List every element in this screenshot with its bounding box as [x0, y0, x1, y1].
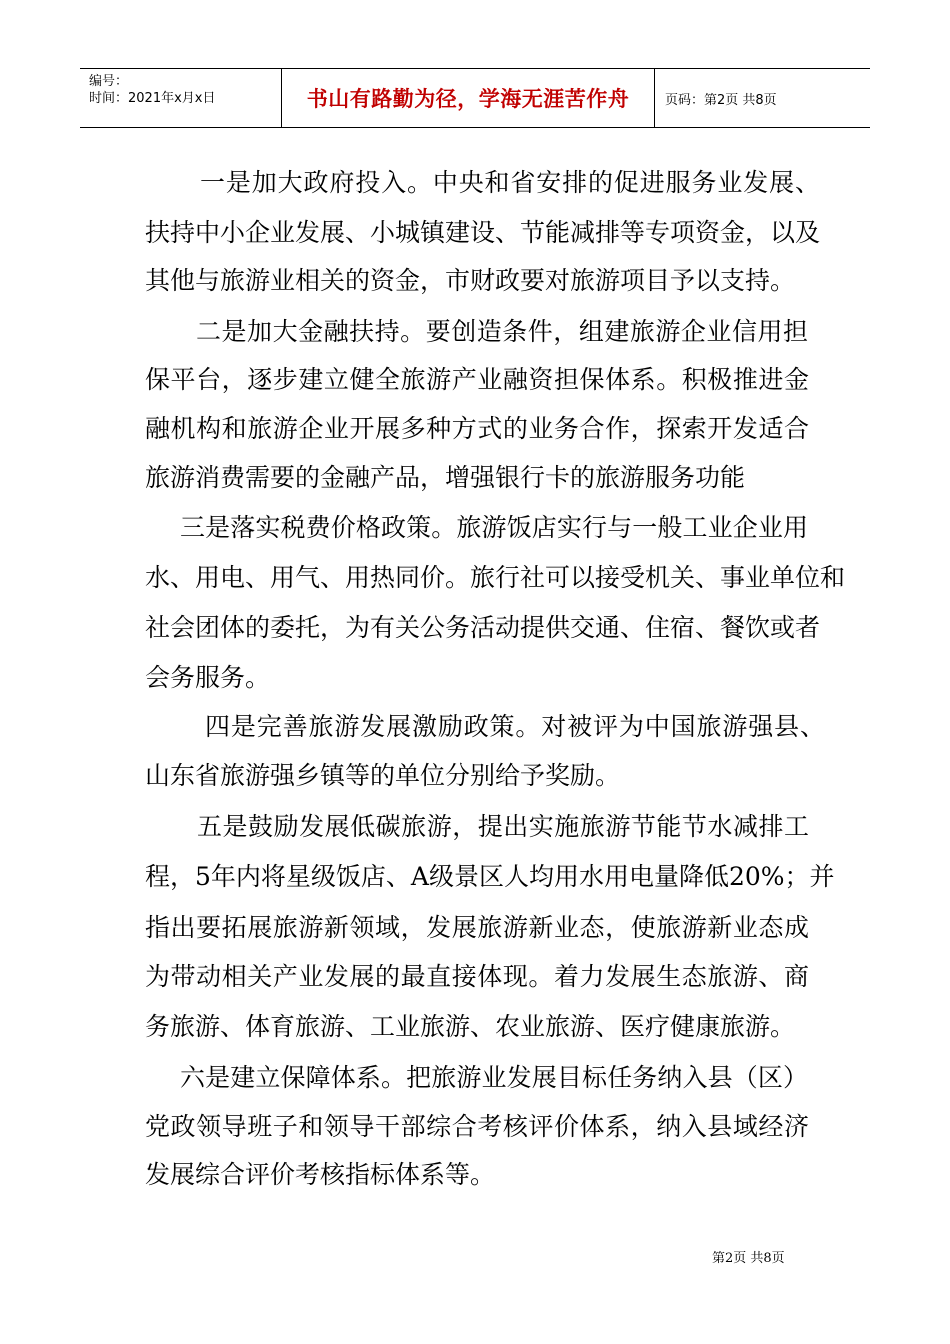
body-line: 指出要拓展旅游新领域，发展旅游新业态，使旅游新业态成	[145, 913, 809, 942]
body-line: 山东省旅游强乡镇等的单位分别给予奖励。	[145, 761, 621, 790]
body-line: 社会团体的委托，为有关公务活动提供交通、住宿、餐饮或者	[145, 613, 821, 642]
body-line: 二是加大金融扶持。要创造条件，组建旅游企业信用担	[196, 317, 808, 346]
document-header	[80, 68, 870, 128]
date-label: 时间：2021年x月x日	[89, 91, 216, 106]
page-number-label: 页码：第2页 共8页	[665, 92, 777, 108]
page-footer: 第2页 共8页	[712, 1251, 785, 1266]
body-line: 四是完善旅游发展激励政策。对被评为中国旅游强县、	[205, 712, 825, 741]
body-line: 保平台，逐步建立健全旅游产业融资担保体系。积极推进金	[145, 365, 809, 394]
header-page-cell	[655, 69, 870, 127]
body-line: 务旅游、体育旅游、工业旅游、农业旅游、医疗健康旅游。	[145, 1012, 796, 1041]
body-line: 五是鼓励发展低碳旅游，提出实施旅游节能节水减排工	[197, 812, 809, 841]
body-line: 党政领导班子和领导干部综合考核评价体系，纳入县域经济	[145, 1112, 809, 1141]
body-line: 发展综合评价考核指标体系等。	[145, 1160, 496, 1189]
body-line: 程，5年内将星级饭店、A级景区人均用水用电量降低20%；并	[145, 862, 835, 891]
serial-number-label: 编号：	[89, 74, 129, 89]
motto-text: 书山有路勤为径，学海无涯苦作舟	[306, 87, 630, 111]
body-line: 旅游消费需要的金融产品，增强银行卡的旅游服务功能	[145, 463, 746, 492]
body-line: 三是落实税费价格政策。旅游饭店实行与一般工业企业用	[180, 513, 808, 542]
header-meta-cell	[80, 69, 282, 127]
body-line: 会务服务。	[145, 663, 271, 692]
body-line: 六是建立保障体系。把旅游业发展目标任务纳入县（区）	[180, 1063, 808, 1092]
body-line: 扶持中小企业发展、小城镇建设、节能减排等专项资金，以及	[145, 218, 821, 247]
body-line: 水、用电、用气、用热同价。旅行社可以接受机关、事业单位和	[145, 563, 846, 592]
body-line: 融机构和旅游企业开展多种方式的业务合作，探索开发适合	[145, 414, 809, 443]
body-line: 为带动相关产业发展的最直接体现。着力发展生态旅游、商	[145, 962, 809, 991]
header-motto-cell	[282, 69, 655, 127]
body-line: 一是加大政府投入。中央和省安排的促进服务业发展、	[200, 168, 820, 197]
body-line: 其他与旅游业相关的资金，市财政要对旅游项目予以支持。	[145, 266, 796, 295]
